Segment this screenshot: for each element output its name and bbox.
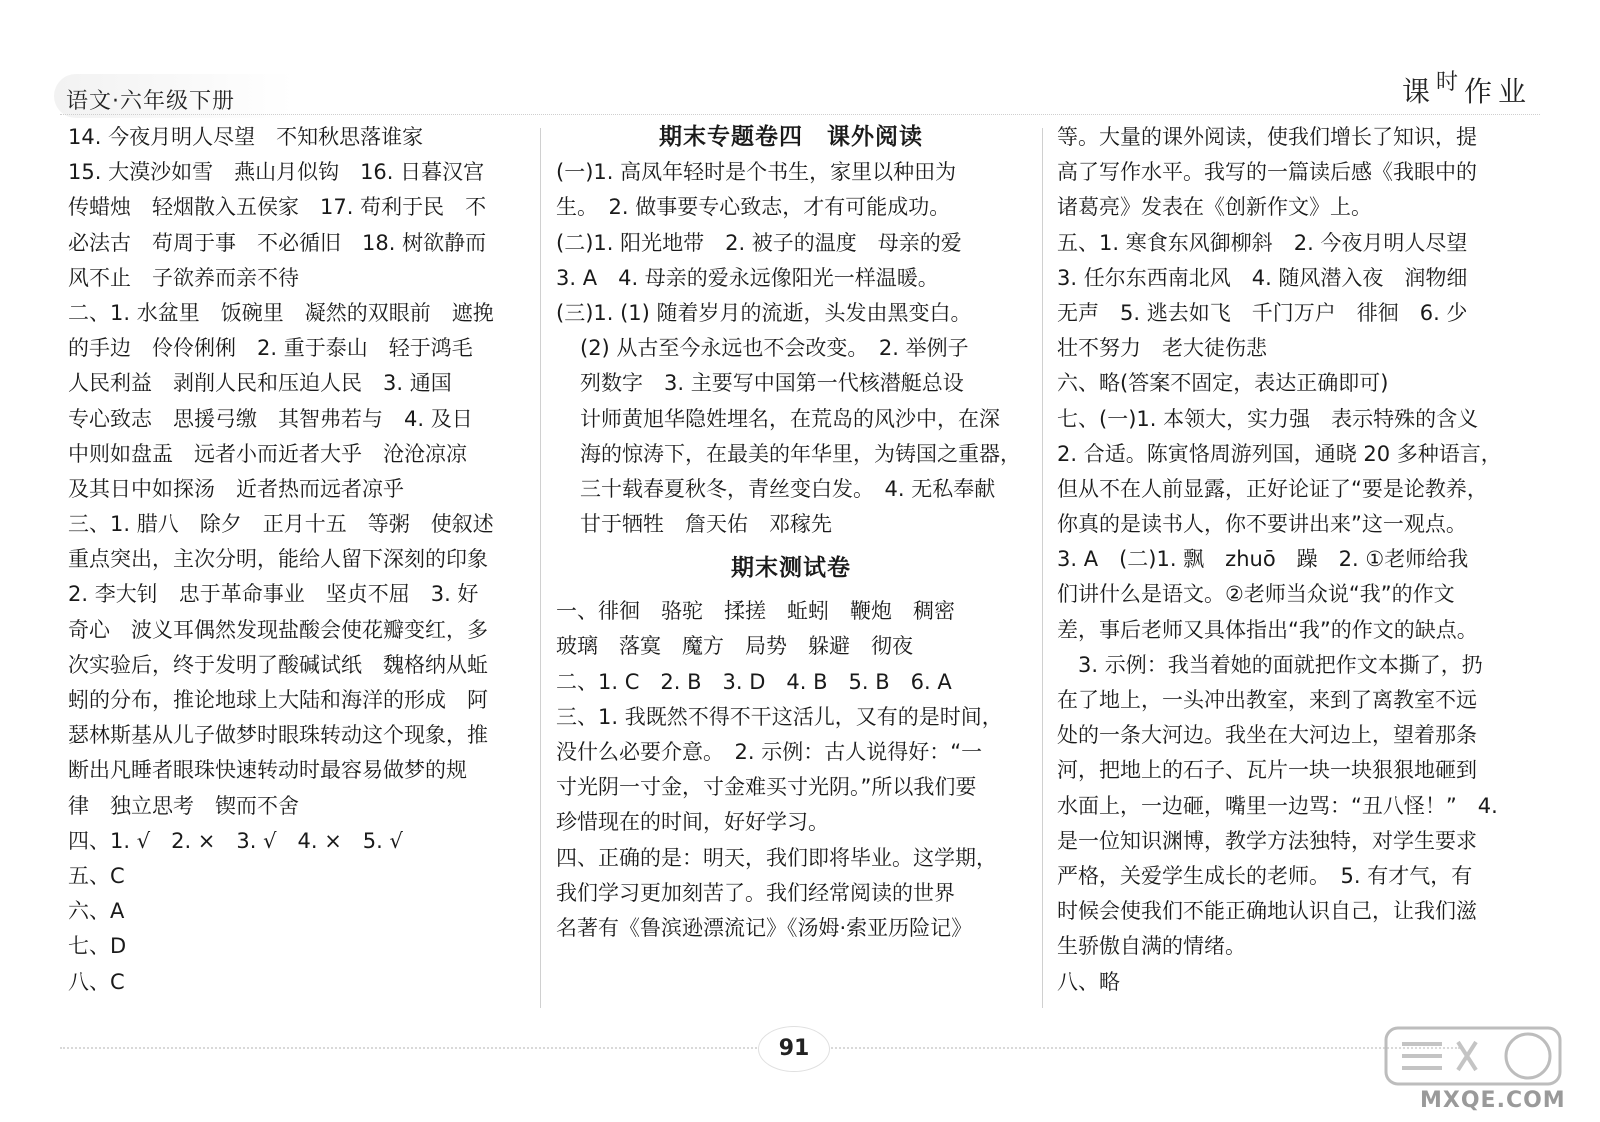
answer-line: 诸葛亮》发表在《创新作文》上。 — [1057, 195, 1372, 220]
answer-line: 2. 李大钊 忠于革命事业 坚贞不屈 3. 好 — [68, 582, 479, 607]
header-char-1: 课 — [1401, 75, 1436, 108]
answer-line: 处的一条大河边。我坐在大河边上，望着那条 — [1057, 723, 1477, 748]
answer-line: 蚓的分布，推论地球上大陆和海洋的形成 阿 — [68, 688, 488, 712]
section-title-final-test: 期末测试卷 — [731, 555, 851, 582]
answer-line: 及其日中如探汤 近者热而远者凉乎 — [68, 476, 404, 501]
left-column — [68, 120, 528, 1000]
answer-line: 传蜡烛 轻烟散入五侯家 17. 苟利于民 不 — [68, 195, 487, 220]
answer-line: 寸光阴一寸金，寸金难买寸光阴。”所以我们要 — [556, 775, 977, 800]
answer-line: 3. 任尔东西南北风 4. 随风潜入夜 润物细 — [1057, 265, 1468, 290]
answer-line: 四、正确的是：明天，我们即将毕业。这学期， — [556, 845, 997, 870]
answer-line: 3. A (二)1. 飘 zhuō 躁 2. ①老师给我 — [1057, 547, 1469, 572]
answer-line: 人民利益 剥削人民和压迫人民 3. 通国 — [68, 371, 452, 396]
answer-line: 没什么必要介意。 2. 示例：古人说得好：“一 — [556, 740, 983, 764]
answer-line: 八、C — [68, 969, 125, 994]
answer-line: 七、D — [68, 934, 127, 959]
answer-line: 中则如盘盂 远者小而近者大乎 沧沧凉凉 — [68, 441, 467, 466]
answer-line: 我们学习更加刻苦了。我们经常阅读的世界 — [556, 880, 955, 905]
answer-line: 无声 5. 逃去如飞 千门万户 徘徊 6. 少 — [1057, 300, 1468, 325]
answer-line: 严格，关爱学生成长的老师。 5. 有才气，有 — [1057, 863, 1473, 888]
answer-line: 六、A — [68, 899, 125, 924]
answer-line: (2) 从古至今永远也不会改变。 2. 举例子 — [580, 336, 969, 361]
answer-line: (三)1. (1) 随着岁月的流逝，头发由黑变白。 — [556, 300, 972, 325]
answer-line: 生。 2. 做事要专心致志，才有可能成功。 — [556, 195, 951, 220]
answer-line: 名著有《鲁滨逊漂流记》《汤姆·索亚历险记》 — [556, 915, 973, 940]
answer-line: 是一位知识渊博，教学方法独特，对学生要求 — [1057, 828, 1477, 853]
answer-line: 律 独立思考 锲而不舍 — [68, 793, 299, 818]
answer-line: 2. 合适。陈寅恪周游列国，通晓 20 多种语言， — [1057, 441, 1502, 466]
answer-line: 等。大量的课外阅读，使我们增长了知识，提 — [1057, 125, 1477, 149]
header-band — [60, 72, 1540, 115]
answer-line: 3. A 4. 母亲的爱永远像阳光一样温暖。 — [556, 265, 939, 290]
answer-line: 次实验后，终于发明了酸碱试纸 魏格纳从蚯 — [68, 652, 488, 677]
answer-line: 五、1. 寒食东风御柳斜 2. 今夜月明人尽望 — [1057, 230, 1468, 255]
answer-line: 五、C — [68, 863, 125, 888]
header-subject-grade: 语文·六年级下册 — [66, 84, 235, 115]
answer-line: 水面上，一边砸，嘴里一边骂：“丑八怪！” 4. — [1057, 793, 1498, 818]
answer-line: 差，事后老师又具体指出“我”的作文的缺点。 — [1057, 617, 1478, 642]
answer-line: 的手边 伶伶俐俐 2. 重于泰山 轻于鸿毛 — [68, 336, 473, 361]
answer-line: 专心致志 思援弓缴 其智弗若与 4. 及日 — [68, 406, 473, 431]
answer-line: 三、1. 腊八 除夕 正月十五 等粥 使叙述 — [68, 512, 494, 537]
answer-line: 海的惊涛下，在最美的年华里，为铸国之重器， — [580, 441, 1021, 466]
answer-line: 但从不在人前显露，正好论证了“要是论教养， — [1057, 476, 1488, 501]
answer-line: 高了写作水平。我写的一篇读后感《我眼中的 — [1057, 160, 1477, 185]
column-divider-right — [1042, 128, 1043, 1008]
answer-line: 计师黄旭华隐姓埋名，在荒岛的风沙中，在深 — [580, 406, 1000, 431]
answer-line: 二、1. C 2. B 3. D 4. B 5. B 6. A — [556, 669, 952, 694]
answer-line: 列数字 3. 主要写中国第一代核潜艇总设 — [580, 371, 964, 396]
watermark-text: MXQE.COM — [1420, 1088, 1566, 1113]
answer-line: 六、略(答案不固定，表达正确即可) — [1057, 371, 1389, 396]
answer-line: 14. 今夜月明人尽望 不知秋思落谁家 — [68, 125, 424, 149]
answer-line: 在了地上，一头冲出教室，来到了离教室不远 — [1057, 688, 1477, 712]
answer-line: 四、1. √ 2. × 3. √ 4. × 5. √ — [68, 828, 403, 853]
header-char-3: 作 — [1463, 75, 1498, 108]
header-char-4: 业 — [1497, 75, 1532, 108]
header-char-2: 时 — [1435, 70, 1464, 95]
answer-line: 一、徘徊 骆驼 揉搓 蚯蚓 鞭炮 稠密 — [556, 599, 955, 624]
answer-line: 三、1. 我既然不得不干这活儿，又有的是时间， — [556, 704, 1003, 729]
answer-line: 玻璃 落寞 魔方 局势 躲避 彻夜 — [556, 634, 913, 659]
answer-line: 3. 示例：我当着她的面就把作文本撕了，扔 — [1057, 652, 1483, 677]
answer-line: 你真的是读书人，你不要讲出来”这一观点。 — [1057, 512, 1467, 537]
answer-line: 生骄傲自满的情绪。 — [1057, 934, 1246, 959]
answer-line: 断出凡睡者眼珠快速转动时最容易做梦的规 — [68, 758, 467, 783]
right-column — [1057, 120, 1527, 1000]
section-title-extracurricular-reading: 期末专题卷四 课外阅读 — [659, 124, 923, 150]
answer-line: 重点突出，主次分明，能给人留下深刻的印象 — [68, 547, 488, 572]
answer-line: (二)1. 阳光地带 2. 被子的温度 母亲的爱 — [556, 230, 962, 255]
answer-line: 三十载春夏秋冬，青丝变白发。 4. 无私奉献 — [580, 476, 996, 501]
answer-line: 八、略 — [1057, 969, 1120, 994]
answer-line: 河，把地上的石子、瓦片一块一块狠狠地砸到 — [1057, 758, 1477, 783]
header-series-title — [1402, 70, 1532, 110]
answer-line: 必法古 苟周于事 不必循旧 18. 树欲静而 — [68, 230, 487, 255]
answer-line: 珍惜现在的时间，好好学习。 — [556, 810, 829, 835]
answer-line: 们讲什么是语文。②老师当众说“我”的作文 — [1057, 582, 1455, 607]
answer-line: 甘于牺牲 詹天佑 邓稼先 — [580, 512, 832, 537]
answer-line: 瑟林斯基从儿子做梦时眼珠转动这个现象，推 — [68, 723, 488, 748]
answer-line: 壮不努力 老大徒伤悲 — [1057, 336, 1267, 361]
answer-line: 15. 大漠沙如雪 燕山月似钩 16. 日暮汉宫 — [68, 160, 485, 185]
answer-line: 二、1. 水盆里 饭碗里 凝然的双眼前 遮挽 — [68, 300, 494, 325]
answer-line: 奇心 波义耳偶然发现盐酸会使花瓣变红，多 — [68, 617, 488, 642]
answer-line: 七、(一)1. 本领大，实力强 表示特殊的含义 — [1057, 406, 1479, 431]
middle-column — [556, 120, 1026, 946]
column-divider-left — [540, 128, 541, 1008]
answer-line: (一)1. 高凤年轻时是个书生，家里以种田为 — [556, 160, 957, 185]
answer-line: 时候会使我们不能正确地认识自己，让我们滋 — [1057, 899, 1477, 924]
page-number: 91 — [758, 1026, 830, 1072]
answer-line: 风不止 子欲养而亲不待 — [68, 265, 299, 290]
